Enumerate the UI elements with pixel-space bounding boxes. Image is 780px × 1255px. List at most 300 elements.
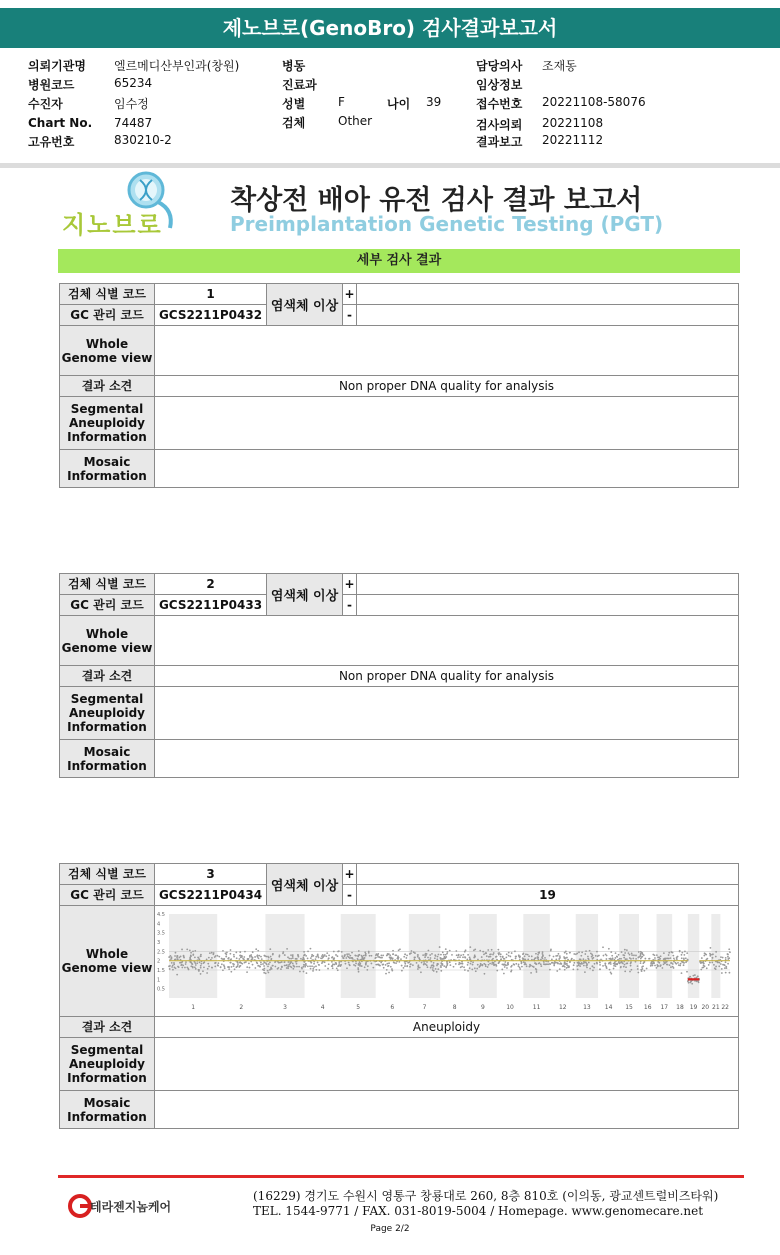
data-point (366, 969, 368, 971)
data-point (524, 962, 526, 964)
data-point (303, 950, 305, 952)
data-point (361, 965, 363, 967)
specimen-label: 검체 (282, 116, 306, 130)
data-point (511, 964, 513, 966)
data-point (332, 967, 334, 969)
data-point (487, 966, 489, 968)
data-point (255, 948, 257, 950)
data-point (357, 957, 359, 959)
chromosome-band (656, 914, 672, 998)
footer-address: (16229) 경기도 수원시 영통구 창룡대로 260, 8층 810호 (이의동, 광교센트럴비즈타워) (253, 1189, 719, 1203)
data-point (458, 963, 460, 965)
data-point (230, 970, 232, 972)
data-point (706, 967, 708, 969)
data-point (395, 962, 397, 964)
data-point (322, 953, 324, 955)
data-point (183, 956, 185, 958)
data-point (214, 965, 216, 967)
whole-genome-label: Whole Genome view (60, 616, 155, 666)
data-point (585, 950, 587, 952)
data-point (589, 949, 591, 951)
data-point (344, 954, 346, 956)
data-point (424, 954, 426, 956)
data-point (652, 964, 654, 966)
sample-id-label: 검체 식별 코드 (60, 864, 155, 885)
data-point (200, 966, 202, 968)
data-point (325, 955, 327, 957)
chrom-abnormality-label: 염색체 이상 (267, 284, 343, 326)
data-point (624, 963, 626, 965)
data-point (571, 957, 573, 959)
data-point (620, 965, 622, 967)
data-point (641, 955, 643, 957)
data-point (504, 964, 506, 966)
sample-id-value: 1 (155, 284, 267, 305)
data-point (236, 965, 238, 967)
data-point (489, 962, 491, 964)
data-point (190, 954, 192, 956)
chromosome-band (469, 914, 497, 998)
data-point (228, 957, 230, 959)
data-point (364, 966, 366, 968)
data-point (503, 972, 505, 974)
data-point (539, 962, 541, 964)
data-point (265, 962, 267, 964)
data-point (209, 952, 211, 954)
data-point (613, 967, 615, 969)
data-point (239, 951, 241, 953)
data-point (345, 962, 347, 964)
data-point (572, 968, 574, 970)
data-point (179, 961, 181, 963)
data-point (385, 964, 387, 966)
data-point (586, 966, 588, 968)
data-point (582, 958, 584, 960)
data-point (630, 961, 632, 963)
data-point (583, 964, 585, 966)
data-point (194, 956, 196, 958)
data-point (309, 965, 311, 967)
specimen-table-3 (59, 863, 739, 1129)
data-point (176, 955, 178, 957)
data-point (217, 954, 219, 956)
data-point (257, 964, 259, 966)
data-point (318, 964, 320, 966)
sex-label: 성별 (282, 97, 306, 111)
data-point (697, 975, 699, 977)
chromosome-band (523, 914, 550, 998)
x-tick-label: 17 (660, 1003, 669, 1011)
data-point (184, 966, 186, 968)
data-point (664, 962, 666, 964)
data-point (212, 953, 214, 955)
data-point (181, 966, 183, 968)
data-point (417, 964, 419, 966)
data-point (355, 954, 357, 956)
data-point (358, 963, 360, 965)
data-point (194, 966, 196, 968)
data-point (621, 961, 623, 963)
data-point (507, 961, 509, 963)
data-point (383, 966, 385, 968)
data-point (466, 958, 468, 960)
data-point (501, 963, 503, 965)
data-point (318, 956, 320, 958)
footer-divider (58, 1175, 744, 1178)
data-point (458, 961, 460, 963)
data-point (324, 965, 326, 967)
data-point (629, 970, 631, 972)
data-point (224, 967, 226, 969)
loss-value (357, 595, 739, 616)
data-point (194, 949, 196, 951)
data-point (568, 966, 570, 968)
data-point (677, 961, 679, 963)
data-point (486, 955, 488, 957)
data-point (553, 964, 555, 966)
data-point (654, 957, 656, 959)
footer-company: 테라젠지놈케어 (90, 1200, 172, 1214)
data-point (527, 953, 529, 955)
data-point (180, 964, 182, 966)
data-point (672, 954, 674, 956)
data-point (458, 953, 460, 955)
x-tick-label: 22 (721, 1003, 729, 1011)
minus-sign: - (343, 595, 357, 616)
data-point (257, 949, 259, 951)
data-point (632, 957, 634, 959)
data-point (258, 957, 260, 959)
data-point (175, 951, 177, 953)
data-point (566, 967, 568, 969)
data-point (208, 965, 210, 967)
data-point (211, 957, 213, 959)
data-point (477, 963, 479, 965)
receipt-no-label: 접수번호 (476, 97, 523, 111)
data-point (439, 946, 441, 948)
data-point (569, 951, 571, 953)
data-point (396, 957, 398, 959)
data-point (190, 965, 192, 967)
data-point (683, 964, 685, 966)
data-point (610, 963, 612, 965)
data-point (440, 966, 442, 968)
data-point (200, 964, 202, 966)
findings-value: Non proper DNA quality for analysis (155, 666, 739, 687)
data-point (520, 962, 522, 964)
data-point (211, 966, 213, 968)
data-point (603, 954, 605, 956)
data-point (427, 956, 429, 958)
data-point (473, 956, 475, 958)
data-point (305, 954, 307, 956)
segmental-value (155, 397, 739, 450)
data-point (431, 964, 433, 966)
data-point (698, 981, 700, 983)
data-point (200, 962, 202, 964)
data-point (549, 962, 551, 964)
data-point (498, 952, 500, 954)
data-point (675, 961, 677, 963)
x-tick-label: 2 (239, 1003, 244, 1011)
data-point (317, 953, 319, 955)
data-point (564, 968, 566, 970)
report-subtitle: Preimplantation Genetic Testing (PGT) (230, 212, 664, 236)
data-point (485, 952, 487, 954)
segmental-value (155, 1038, 739, 1091)
data-point (595, 954, 597, 956)
data-point (549, 968, 551, 970)
data-point (364, 956, 366, 958)
findings-value: Non proper DNA quality for analysis (155, 376, 739, 397)
data-point (375, 954, 377, 956)
chrom-abnormality-label: 염색체 이상 (267, 864, 343, 906)
x-tick-label: 12 (558, 1003, 567, 1011)
data-point (190, 951, 192, 953)
data-point (620, 957, 622, 959)
data-point (359, 964, 361, 966)
chrom-abnormality-label: 염색체 이상 (267, 574, 343, 616)
data-point (479, 949, 481, 951)
data-point (462, 956, 464, 958)
data-point (270, 966, 272, 968)
data-point (605, 953, 607, 955)
data-point (174, 955, 176, 957)
data-point (573, 964, 575, 966)
data-point (443, 953, 445, 955)
data-point (240, 962, 242, 964)
data-point (532, 965, 534, 967)
data-point (579, 965, 581, 967)
data-point (433, 970, 435, 972)
data-point (361, 954, 363, 956)
data-point (443, 965, 445, 967)
data-point (446, 962, 448, 964)
data-point (311, 953, 313, 955)
data-point (230, 949, 232, 951)
sample-id-value: 3 (155, 864, 267, 885)
data-point (440, 962, 442, 964)
data-point (299, 970, 301, 972)
data-point (497, 948, 499, 950)
data-point (488, 955, 490, 957)
data-point (388, 962, 390, 964)
data-point (272, 964, 274, 966)
whole-genome-chart (155, 910, 735, 1013)
data-point (306, 972, 308, 974)
data-point (296, 962, 298, 964)
data-point (725, 961, 727, 963)
data-point (467, 953, 469, 955)
data-point (592, 954, 594, 956)
genobro-logo-text: 지노브로 (62, 211, 163, 239)
x-tick-label: 20 (701, 1003, 710, 1011)
data-point (713, 963, 715, 965)
data-point (510, 970, 512, 972)
data-point (170, 955, 172, 957)
findings-label: 결과 소견 (60, 376, 155, 397)
data-point (463, 966, 465, 968)
data-point (174, 966, 176, 968)
data-point (189, 961, 191, 963)
sample-id-label: 검체 식별 코드 (60, 284, 155, 305)
data-point (546, 963, 548, 965)
data-point (286, 964, 288, 966)
data-point (244, 950, 246, 952)
data-point (474, 954, 476, 956)
gc-code-label: GC 관리 코드 (60, 885, 155, 906)
data-point (509, 955, 511, 957)
data-point (436, 963, 438, 965)
data-point (298, 965, 300, 967)
mosaic-label: Mosaic Information (60, 450, 155, 488)
data-point (404, 953, 406, 955)
data-point (311, 955, 313, 957)
data-point (728, 948, 730, 950)
data-point (684, 950, 686, 952)
data-point (254, 967, 256, 969)
data-point (195, 967, 197, 969)
data-point (262, 963, 264, 965)
data-point (199, 961, 201, 963)
data-point (530, 971, 532, 973)
data-point (722, 956, 724, 958)
data-point (343, 957, 345, 959)
unique-no-label: 고유번호 (28, 135, 75, 149)
data-point (720, 963, 722, 965)
data-point (311, 965, 313, 967)
data-point (286, 947, 288, 949)
hospital-code-value: 65234 (114, 76, 153, 90)
data-point (608, 947, 610, 949)
data-point (715, 955, 717, 957)
data-point (369, 954, 371, 956)
data-point (453, 965, 455, 967)
data-point (630, 964, 632, 966)
data-point (550, 949, 552, 951)
data-point (712, 953, 714, 955)
data-point (604, 962, 606, 964)
data-point (437, 955, 439, 957)
doctor-label: 담당의사 (476, 59, 523, 73)
data-point (385, 972, 387, 974)
loss-value: 19 (357, 885, 739, 906)
data-point (324, 954, 326, 956)
gain-value (357, 574, 739, 595)
data-point (218, 955, 220, 957)
data-point (371, 954, 373, 956)
data-point (559, 963, 561, 965)
data-point (388, 971, 390, 973)
data-point (614, 961, 616, 963)
data-point (354, 964, 356, 966)
data-point (588, 961, 590, 963)
data-point (581, 951, 583, 953)
data-point (723, 963, 725, 965)
data-point (714, 967, 716, 969)
age-label: 나이 (387, 97, 411, 111)
whole-genome-view (155, 906, 739, 1017)
data-point (395, 954, 397, 956)
data-point (554, 960, 556, 962)
data-point (491, 948, 493, 950)
data-point (432, 967, 434, 969)
data-point (469, 956, 471, 958)
data-point (203, 966, 205, 968)
data-point (267, 955, 269, 957)
gc-code-label: GC 관리 코드 (60, 595, 155, 616)
data-point (679, 964, 681, 966)
data-point (391, 968, 393, 970)
data-point (405, 957, 407, 959)
data-point (177, 958, 179, 960)
data-point (446, 951, 448, 953)
report-date-value: 20221112 (542, 133, 604, 147)
data-point (225, 955, 227, 957)
data-point (683, 957, 685, 959)
data-point (585, 961, 587, 963)
data-point (411, 950, 413, 952)
data-point (518, 963, 520, 965)
data-point (442, 964, 444, 966)
data-point (433, 965, 435, 967)
data-point (534, 962, 536, 964)
data-point (296, 965, 298, 967)
data-point (290, 965, 292, 967)
chromosome-band (169, 914, 217, 998)
data-point (650, 962, 652, 964)
data-point (573, 961, 575, 963)
data-point (264, 967, 266, 969)
data-point (576, 965, 578, 967)
data-point (552, 961, 554, 963)
unique-no-value: 830210-2 (114, 133, 172, 147)
data-point (281, 966, 283, 968)
data-point (464, 950, 466, 952)
data-point (481, 956, 483, 958)
data-point (658, 956, 660, 958)
data-point (644, 957, 646, 959)
data-point (521, 965, 523, 967)
data-point (633, 954, 635, 956)
data-point (641, 966, 643, 968)
x-tick-label: 7 (422, 1003, 427, 1011)
data-point (272, 953, 274, 955)
data-point (551, 958, 553, 960)
data-point (409, 965, 411, 967)
data-point (337, 955, 339, 957)
data-point (234, 968, 236, 970)
data-point (372, 966, 374, 968)
data-point (686, 970, 688, 972)
data-point (263, 965, 265, 967)
data-point (535, 967, 537, 969)
data-point (555, 955, 557, 957)
data-point (626, 949, 628, 951)
mosaic-label: Mosaic Information (60, 740, 155, 778)
data-point (727, 953, 729, 955)
institution-label: 의뢰기관명 (28, 59, 86, 73)
data-point (599, 961, 601, 963)
sample-id-value: 2 (155, 574, 267, 595)
data-point (315, 968, 317, 970)
data-point (377, 955, 379, 957)
data-point (341, 951, 343, 953)
data-point (200, 953, 202, 955)
data-point (558, 958, 560, 960)
data-point (287, 956, 289, 958)
data-point (391, 969, 393, 971)
